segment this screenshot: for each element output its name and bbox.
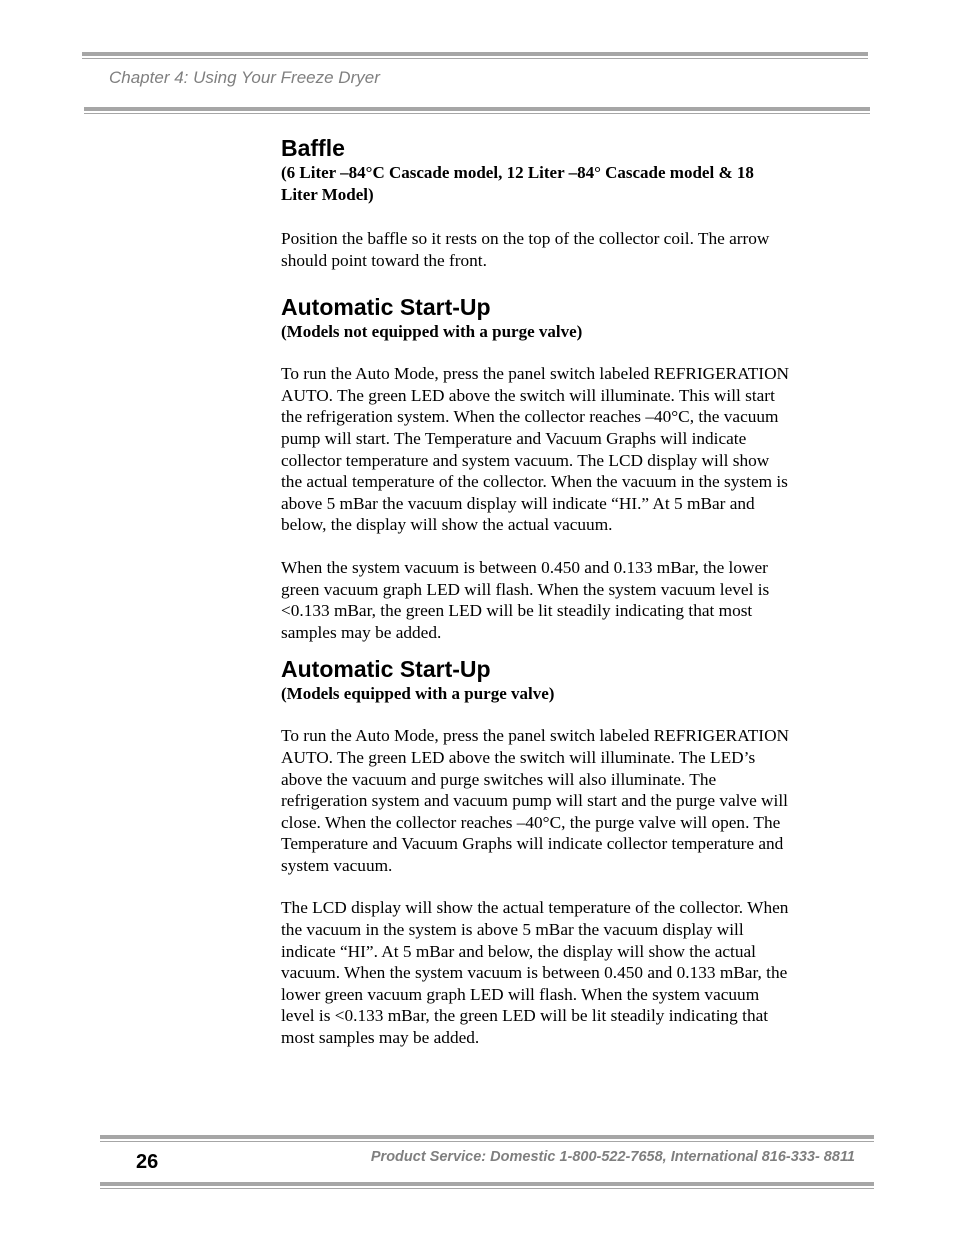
running-header: Chapter 4: Using Your Freeze Dryer	[109, 68, 380, 87]
footer-service-info: Product Service: Domestic 1-800-522-7658, International 816-333- 8811	[370, 1149, 855, 1165]
header-rule-bottom	[84, 107, 870, 114]
section-automatic-start-up-no-purge	[281, 293, 791, 643]
page-content	[281, 134, 791, 1049]
footer-rule-bottom	[100, 1182, 874, 1189]
section-subtitle: (Models equipped with a purge valve)	[281, 684, 555, 704]
header-rule-top	[82, 52, 868, 59]
paragraph: When the system vacuum is between 0.450 and 0.133 mBar, the lower green vacuum graph LED will flash. When the system vacuum level is <0.133 mBar, the green LED will be lit steadily indicating that most samples may be added.	[281, 557, 770, 642]
paragraph: To run the Auto Mode, press the panel switch labeled REFRIGERATION AUTO. The green LED above the switch will illuminate. The LED’s above the vacuum and purge switches will also illuminate. The refrigeration system and vacuum pump will start and the purge valve will close. When the collector reaches –40°C, the purge valve will open. The Temperature and Vacuum Graphs will indicate collector temperature and system vacuum.	[281, 726, 790, 875]
page-number: 26	[136, 1151, 159, 1173]
section-heading: Baffle	[281, 135, 345, 161]
section-heading: Automatic Start-Up	[281, 656, 491, 683]
section-subtitle: (6 Liter –84°C Cascade model, 12 Liter –84° Cascade model & 18 Liter Model)	[281, 163, 754, 204]
paragraph: To run the Auto Mode, press the panel switch labeled REFRIGERATION AUTO. The green LED above the switch will illuminate. This will start the refrigeration system. When the collector reaches –40°C, the vacuum pump will start. The Temperature and Vacuum Graphs will indicate collector temperature and system vacuum. The LCD display will show the actual temperature of the collector. When the vacuum in the system is above 5 mBar the vacuum display will indicate “HI.” At 5 mBar and below, the display will show the actual vacuum.	[281, 364, 790, 535]
section-automatic-start-up-purge	[281, 655, 791, 1048]
paragraph: Position the baffle so it rests on the top of the collector coil. The arrow should point toward the front.	[281, 229, 770, 270]
section-subtitle: (Models not equipped with a purge valve)	[281, 322, 583, 342]
section-heading: Automatic Start-Up	[281, 294, 491, 321]
section-baffle	[281, 134, 791, 271]
paragraph: The LCD display will show the actual temperature of the collector. When the vacuum in the system is above 5 mBar the vacuum display will indicate “HI”. At 5 mBar and below, the display will show the actual vacuum. When the system vacuum is between 0.450 and 0.133 mBar, the lower green vacuum graph LED will flash. When the system vacuum level is <0.133 mBar, the green LED will be lit steadily indicating that most samples may be added.	[281, 898, 789, 1048]
footer-rule-top	[100, 1135, 874, 1142]
